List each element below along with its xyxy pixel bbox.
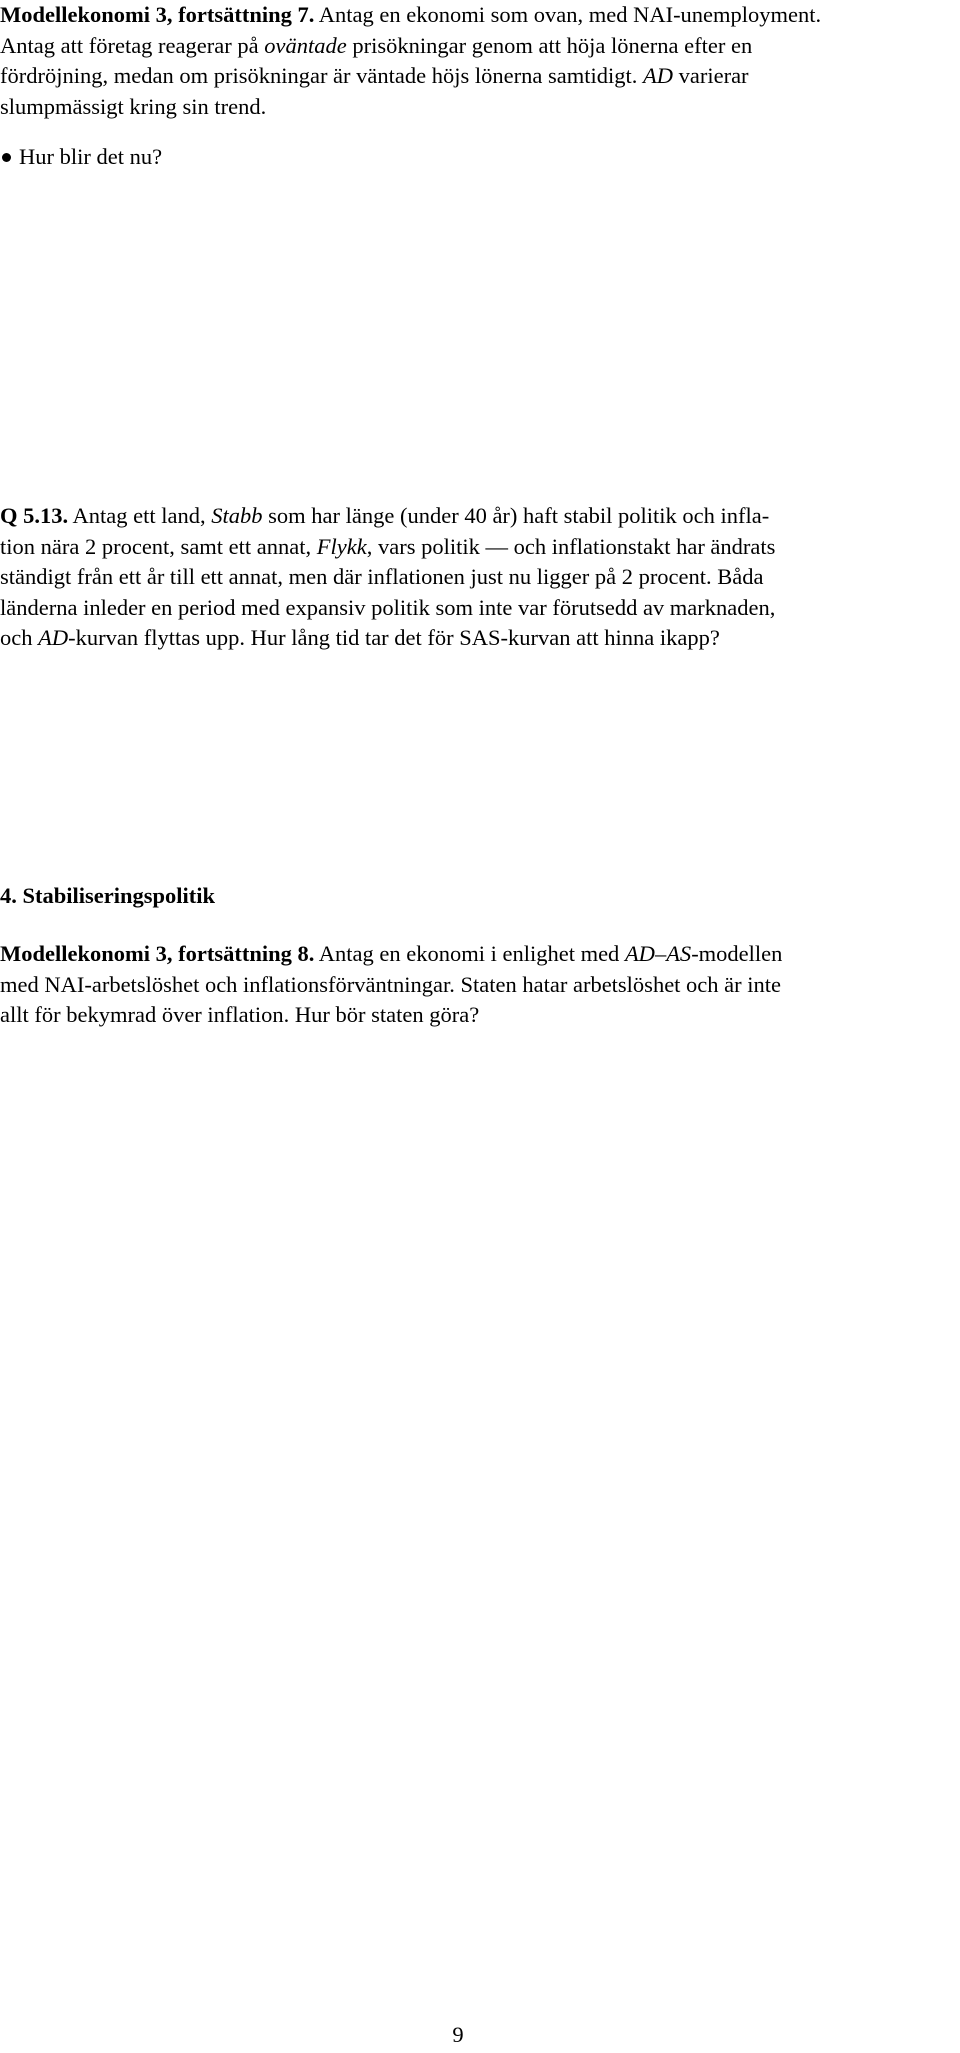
model8-paragraph [0,939,956,1031]
model7-heading: Modellekonomi 3, fortsättning 7. [0,2,315,27]
model7-text: varierar [672,63,749,89]
question-5-13 [0,501,956,654]
bullet-item [2,142,162,172]
model8-text: med NAI-arbetslöshet och inflationsförväntningar. Staten hatar arbetslöshet och är inte [0,971,782,997]
model8-emph: AS [666,941,692,966]
question-text: -kurvan flyttas upp. Hur lång tid tar det för SAS-kurvan att hinna ikapp? [68,625,720,651]
model7-paragraph [0,0,956,122]
question-text: Antag ett land, [68,503,212,528]
model8-text: – [654,941,667,966]
question-label: Q 5.13. [0,503,69,528]
model7-text: prisökningar genom att höja lönerna efter en [346,32,753,58]
model8-heading: Modellekonomi 3, fortsättning 8. [0,941,315,966]
section-heading: 4. Stabiliseringspolitik [0,883,216,908]
model7-emph: oväntade [264,32,347,58]
model7-text: Antag att företag reagerar på [0,32,265,58]
bullet-icon [2,153,11,162]
question-text: och [0,625,39,651]
question-text: tion nära 2 procent, samt ett annat, [0,533,317,559]
model8-text: Antag en ekonomi i enlighet med [314,941,625,966]
page-number: 9 [452,2022,464,2047]
model7-text: Antag en ekonomi som ovan, med NAI-unemployment. [314,2,822,27]
bullet-text: Hur blir det nu? [19,144,163,169]
question-text: ständigt från ett år till ett annat, men där inflationen just nu ligger på 2 procent. Båda [0,564,764,590]
model8-text: -modellen [691,941,783,966]
model8-text: allt för bekymrad över inflation. Hur bör staten göra? [0,1002,480,1028]
question-emph: AD [38,625,69,651]
model7-text: slumpmässigt kring sin trend. [0,93,267,119]
model8-emph: AD [624,941,655,966]
model7-text: fördröjning, medan om prisökningar är väntade höjs lönerna samtidigt. [0,63,643,89]
country-flykk: Flykk [316,533,367,559]
country-stabb: Stabb [211,503,263,528]
question-text: , vars politik — och inflationstakt har ändrats [366,533,776,559]
question-text: som har länge (under 40 år) haft stabil politik och infla- [262,503,770,528]
model7-emph: AD [642,63,673,89]
question-text: länderna inleder en period med expansiv politik som inte var förutsedd av marknaden, [0,594,776,620]
